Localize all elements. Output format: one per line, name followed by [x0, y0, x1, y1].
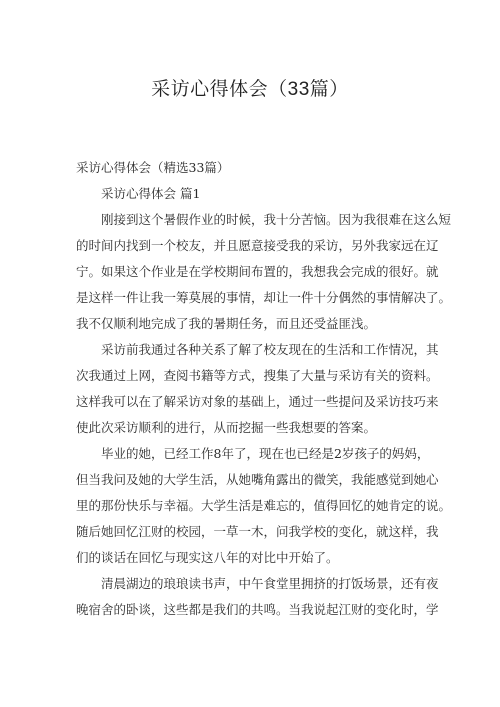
paragraph-line: 们的谈话在回忆与现实这八年的对比中开始了。	[76, 550, 339, 565]
paragraph-line: 我不仅顺利地完成了我的暑期任务，而且还受益匪浅。	[76, 316, 377, 331]
paragraph-line: 清晨湖边的琅琅读书声，中午食堂里拥挤的打饭场景，还有夜	[101, 576, 439, 591]
paragraph-line: 宁。如果这个作业是在学校期间布置的，我想我会完成的很好。就	[76, 264, 439, 279]
paragraph-line: 的时间内找到一个校友，并且愿意接受我的采访，另外我家远在辽	[76, 238, 439, 253]
paragraph-line: 这样我可以在了解采访对象的基础上，通过一些提问及采访技巧来	[76, 394, 439, 409]
section-heading: 采访心得体会 篇1	[101, 186, 201, 201]
paragraph-line: 是这样一件让我一筹莫展的事情，却让一件十分偶然的事情解决了。	[76, 290, 452, 305]
paragraph-line: 随后她回忆江财的校园，一草一木，问我学校的变化，就这样，我	[76, 524, 439, 539]
paragraph-line: 次我通过上网，查阅书籍等方式，搜集了大量与采访有关的资料。	[76, 368, 439, 383]
paragraph-line: 但当我问及她的大学生活，从她嘴角露出的微笑，我能感觉到她心	[76, 472, 439, 487]
paragraph-line: 毕业的她，已经工作8年了，现在也已经是2岁孩子的妈妈，	[101, 446, 430, 461]
paragraph-line: 采访前我通过各种关系了解了校友现在的生活和工作情况，其	[101, 342, 439, 357]
paragraph-line: 晚宿舍的卧谈，这些都是我们的共鸣。当我说起江财的变化时，学	[76, 602, 439, 617]
document-subtitle: 采访心得体会（精选33篇）	[76, 160, 230, 175]
paragraph-line: 刚接到这个暑假作业的时候，我十分苦恼。因为我很难在这么短	[101, 212, 452, 227]
paragraph-line: 里的那份快乐与幸福。大学生活是难忘的，值得回忆的她肯定的说。	[76, 498, 452, 513]
paragraph-line: 使此次采访顺利的进行，从而挖掘一些我想要的答案。	[76, 420, 377, 435]
document-title: 采访心得体会（33篇）	[151, 79, 349, 100]
document-body	[76, 155, 452, 623]
